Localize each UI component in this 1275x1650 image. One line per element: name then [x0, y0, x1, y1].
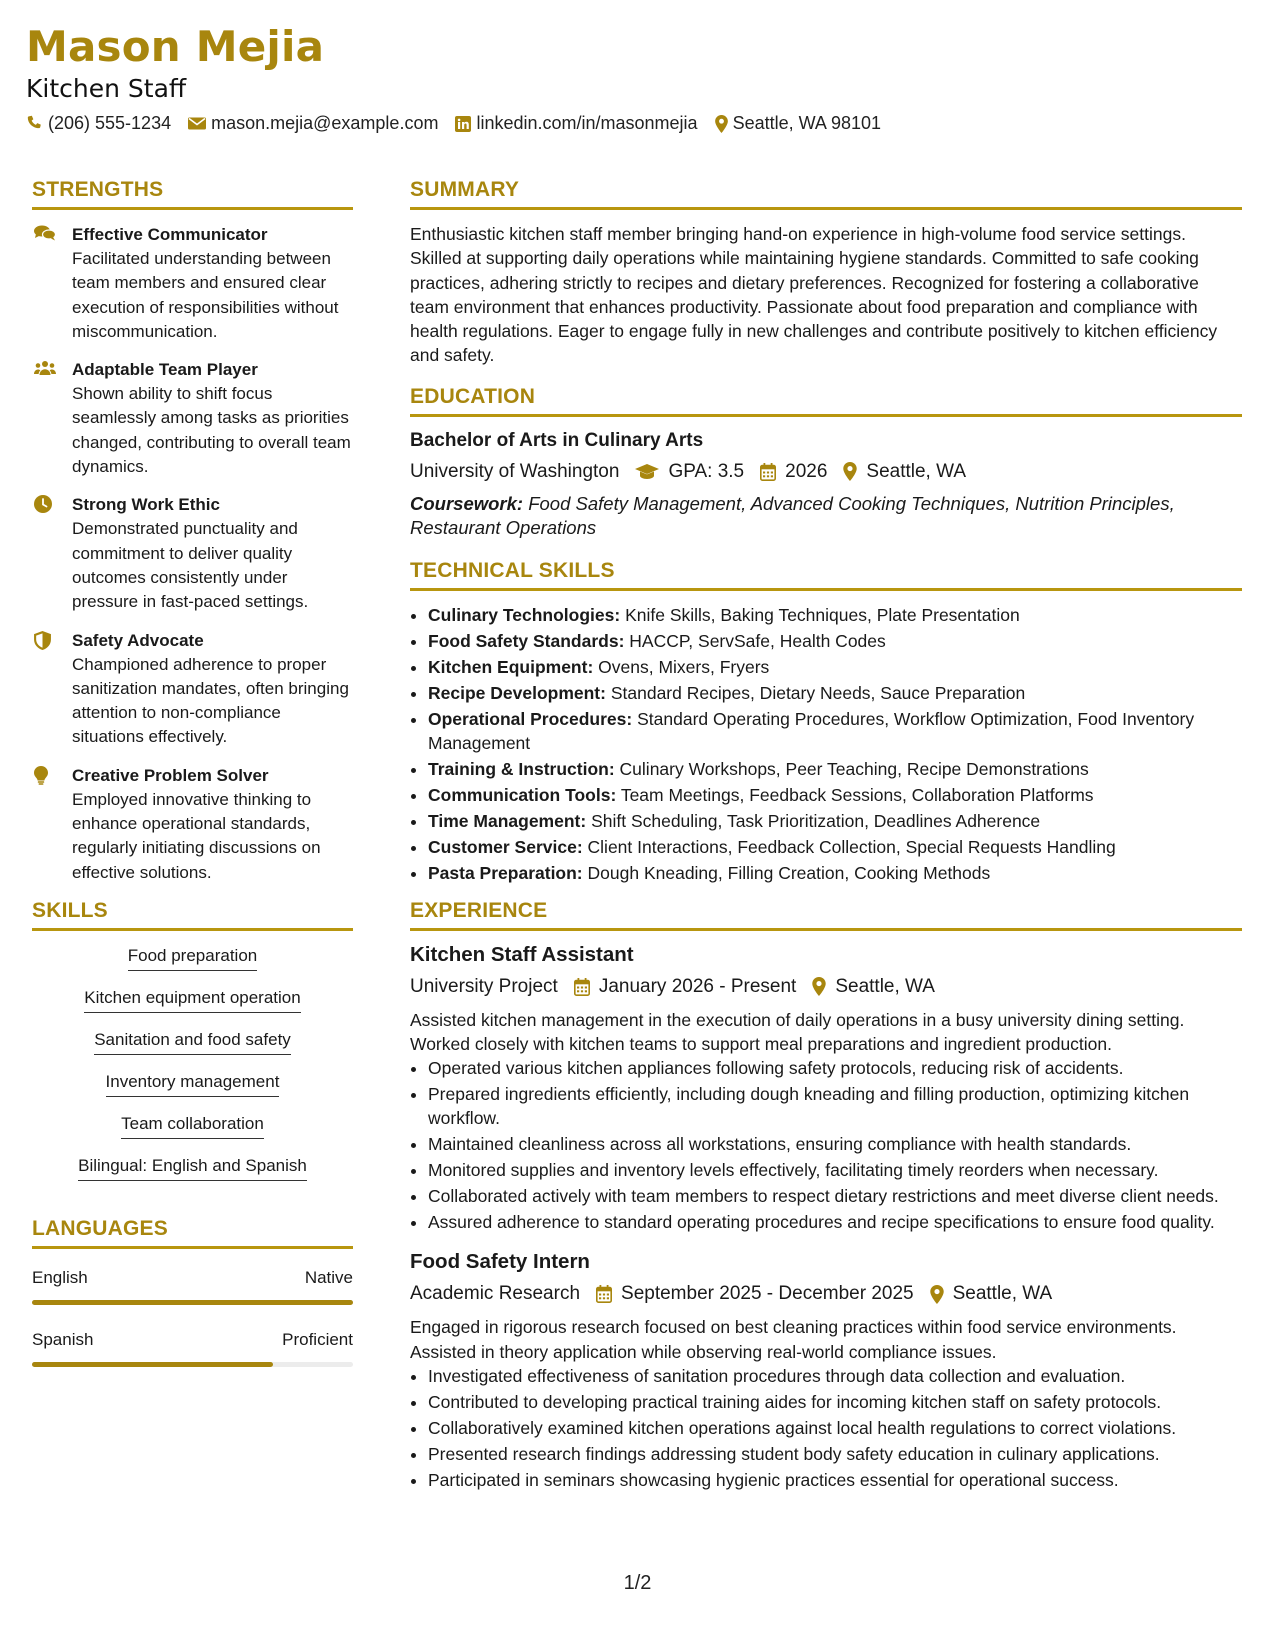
skills-section [32, 899, 353, 1197]
candidate-role: Kitchen Staff [26, 74, 187, 103]
list-item: • Monitored supplies and inventory levels effectively, facilitating timely reorders when necessary. [428, 1158, 1242, 1182]
strength-desc: Championed adherence to proper sanitization mandates, often bringing attention to non-compliance situations effectively. [72, 654, 349, 747]
education-gpa: GPA: 3.5 [668, 460, 745, 482]
map-pin-icon [715, 115, 728, 133]
strength-desc: Shown ability to shift focus seamlessly among tasks as priorities changed, contributing to overall team dynamics. [72, 384, 351, 477]
contact-email[interactable] [188, 113, 438, 134]
skill-values: Shift Scheduling, Task Prioritization, Deadlines Adherence [591, 810, 1041, 831]
skill-values: HACCP, ServSafe, Health Codes [629, 630, 886, 651]
contact-location [715, 113, 881, 134]
skill-values: Standard Recipes, Dietary Needs, Sauce Preparation [610, 682, 1026, 703]
skill-category: Training & Instruction: [428, 758, 615, 779]
users-icon [34, 360, 56, 376]
education-heading: EDUCATION [410, 385, 1242, 417]
list-item: • Investigated effectiveness of sanitation procedures through data collection and evaluation. [428, 1364, 1242, 1388]
job-dates: January 2026 - Present [598, 975, 797, 997]
experience-entry [410, 941, 1242, 1235]
education-year: 2026 [785, 460, 828, 482]
skill-values: Standard Operating Procedures, Workflow Optimization, Food Inventory Management [428, 708, 1195, 753]
skill-tag: Team collaboration [121, 1113, 264, 1139]
language-bar-fill [32, 1300, 353, 1305]
skill-category: Communication Tools: [428, 784, 617, 805]
map-pin-icon [930, 1285, 944, 1304]
skill-category: Customer Service: [428, 836, 583, 857]
location-text: Seattle, WA 98101 [732, 113, 881, 133]
list-item [428, 707, 1242, 755]
job-location: Seattle, WA [952, 1283, 1053, 1305]
skill-tag: Food preparation [128, 945, 257, 971]
language-bar [32, 1300, 353, 1305]
job-bullets [410, 1056, 1242, 1234]
languages-section [32, 1217, 353, 1367]
skill-values: Knife Skills, Baking Techniques, Plate Presentation [625, 604, 1020, 625]
strength-item [32, 358, 353, 479]
strength-desc: Employed innovative thinking to enhance operational standards, regularly initiating discussions on effective solutions. [72, 789, 321, 882]
strength-item [32, 629, 353, 750]
education-coursework [410, 492, 1242, 541]
job-location: Seattle, WA [835, 975, 935, 997]
education-location: Seattle, WA [866, 460, 967, 482]
list-item [428, 809, 1242, 833]
strength-desc: Facilitated understanding between team members and ensured clear execution of responsibilities without miscommunication. [72, 249, 339, 341]
coursework-label: Coursework: [410, 492, 524, 514]
strength-title: Safety Advocate [72, 630, 204, 650]
calendar-icon [574, 978, 590, 996]
calendar-icon [596, 1285, 612, 1303]
phone-icon [26, 115, 43, 132]
skills-heading: SKILLS [32, 899, 353, 931]
list-item: • Assured adherence to standard operating procedures and recipe specifications to ensure food quality. [428, 1210, 1242, 1234]
linkedin-text: linkedin.com/in/masonmejia [476, 113, 698, 133]
strength-title: Effective Communicator [72, 225, 268, 244]
skill-tag: Bilingual: English and Spanish [78, 1155, 307, 1181]
skill-tag: Kitchen equipment operation [84, 987, 300, 1013]
calendar-icon [760, 463, 776, 481]
contact-phone[interactable] [26, 113, 171, 134]
left-column [32, 178, 353, 1367]
skill-tag: Inventory management [106, 1071, 280, 1097]
language-name: Spanish [32, 1329, 94, 1349]
skill-category: Recipe Development: [428, 682, 606, 703]
education-meta [410, 458, 1242, 486]
skill-category: Time Management: [428, 810, 587, 831]
list-item: • Prepared ingredients efficiently, including dough kneading and filling production, optimizing kitchen workflow. [428, 1082, 1242, 1130]
comments-icon [34, 225, 56, 241]
technical-skills-heading: TECHNICAL SKILLS [410, 559, 1242, 591]
phone-text: (206) 555-1234 [48, 113, 172, 133]
list-item [428, 783, 1242, 807]
strength-title: Creative Problem Solver [72, 765, 269, 785]
list-item: • Collaboratively examined kitchen operations against local health regulations to correct violations. [428, 1416, 1242, 1440]
page-number: 1/2 [623, 1572, 652, 1594]
skill-tag: Sanitation and food safety [94, 1029, 291, 1055]
strength-title: Strong Work Ethic [72, 495, 220, 515]
map-pin-icon [843, 462, 857, 481]
job-org: University Project [410, 975, 558, 997]
list-item [428, 655, 1242, 679]
list-item [428, 835, 1242, 859]
right-column [410, 178, 1242, 1494]
skill-values: Culinary Workshops, Peer Teaching, Recipe Demonstrations [619, 758, 1089, 779]
job-title: Kitchen Staff Assistant [410, 942, 634, 966]
strengths-heading: STRENGTHS [32, 178, 353, 210]
language-bar-fill [32, 1362, 273, 1367]
lightbulb-icon [34, 766, 48, 785]
language-bar [32, 1362, 353, 1367]
summary-text: Enthusiastic kitchen staff member bringing hand-on experience in high-volume food service settings. Skilled at supporting daily operations while maintaining hygiene standards. Committed to safe cooking practices, adhering strictly to recipes and dietary preferences. Recognized for fostering a collaborative team environment that enhances productivity. Passionate about food preparation and compliance with health regulations. Eager to engage fully in new challenges and contribute positively to kitchen efficiency and safety. [410, 224, 1218, 366]
experience-heading: EXPERIENCE [410, 899, 1242, 931]
skill-category: Culinary Technologies: [428, 604, 621, 625]
list-item: • Contributed to developing practical training aides for incoming kitchen staff on safety protocols. [428, 1390, 1242, 1414]
skill-values: Dough Kneading, Filling Creation, Cooking Methods [587, 862, 991, 883]
job-dates: September 2025 - December 2025 [621, 1283, 914, 1305]
language-level: Proficient [282, 1329, 353, 1349]
language-row [32, 1267, 353, 1305]
shield-icon [34, 631, 51, 650]
job-bullets [410, 1364, 1242, 1492]
technical-skills-section [410, 559, 1242, 885]
skill-values: Ovens, Mixers, Fryers [598, 656, 770, 677]
education-school: University of Washington [410, 460, 620, 482]
summary-heading: SUMMARY [410, 178, 1242, 210]
experience-entry [410, 1248, 1242, 1492]
list-item: • Presented research findings addressing student body safety education in culinary applications. [428, 1442, 1242, 1466]
clock-icon [34, 495, 52, 513]
list-item [428, 681, 1242, 705]
skill-category: Pasta Preparation: [428, 862, 583, 883]
email-text: mason.mejia@example.com [211, 113, 439, 133]
job-title: Food Safety Intern [410, 1250, 590, 1274]
job-meta [410, 1280, 1242, 1308]
language-name: English [32, 1267, 88, 1287]
strength-item [32, 493, 353, 614]
education-degree: Bachelor of Arts in Culinary Arts [410, 429, 704, 451]
skill-category: Kitchen Equipment: [428, 656, 594, 677]
list-item [428, 629, 1242, 653]
linkedin-icon [455, 116, 471, 132]
list-item: • Operated various kitchen appliances following safety protocols, reducing risk of accidents. [428, 1056, 1242, 1080]
skill-category: Operational Procedures: [428, 708, 633, 729]
list-item: • Maintained cleanliness across all workstations, ensuring compliance with health standards. [428, 1132, 1242, 1156]
list-item: • Collaborated actively with team members to respect dietary restrictions and meet diverse client needs. [428, 1184, 1242, 1208]
skill-category: Food Safety Standards: [428, 630, 625, 651]
map-pin-icon [812, 977, 826, 996]
graduation-cap-icon [635, 464, 659, 480]
skill-values: Client Interactions, Feedback Collection, Special Requests Handling [587, 836, 1116, 857]
list-item: • Participated in seminars showcasing hygienic practices essential for operational success. [428, 1468, 1242, 1492]
contact-linkedin[interactable] [455, 113, 697, 134]
language-row [32, 1329, 353, 1367]
list-item [428, 603, 1242, 627]
candidate-name: Mason Mejia [26, 22, 325, 71]
strength-item [32, 764, 353, 885]
job-description: Engaged in rigorous research focused on best cleaning practices within food service environments. Assisted in theory application while observing real-world compliance issues. [410, 1317, 1177, 1362]
language-level: Native [304, 1267, 353, 1287]
coursework-text: Food Safety Management, Advanced Cooking Techniques, Nutrition Principles, Restaurant Operations [410, 492, 1175, 539]
job-meta [410, 973, 1242, 1001]
job-org: Academic Research [410, 1283, 581, 1305]
strength-desc: Demonstrated punctuality and commitment to deliver quality outcomes consistently under pressure in fast-paced settings. [72, 519, 309, 612]
job-description: Assisted kitchen management in the execution of daily operations in a busy university dining setting. Worked closely with kitchen teams to support meal preparations and ingredient production. [410, 1009, 1185, 1055]
technical-skills-list [410, 603, 1242, 885]
list-item [428, 757, 1242, 781]
contact-bar [26, 113, 898, 134]
strength-title: Adaptable Team Player [72, 360, 258, 380]
envelope-icon [188, 116, 206, 131]
strengths-list [32, 223, 353, 885]
strength-item [32, 223, 353, 344]
skill-values: Team Meetings, Feedback Sessions, Collaboration Platforms [620, 784, 1094, 805]
list-item [428, 861, 1242, 885]
skills-list [32, 945, 353, 1197]
languages-heading: LANGUAGES [32, 1217, 353, 1249]
